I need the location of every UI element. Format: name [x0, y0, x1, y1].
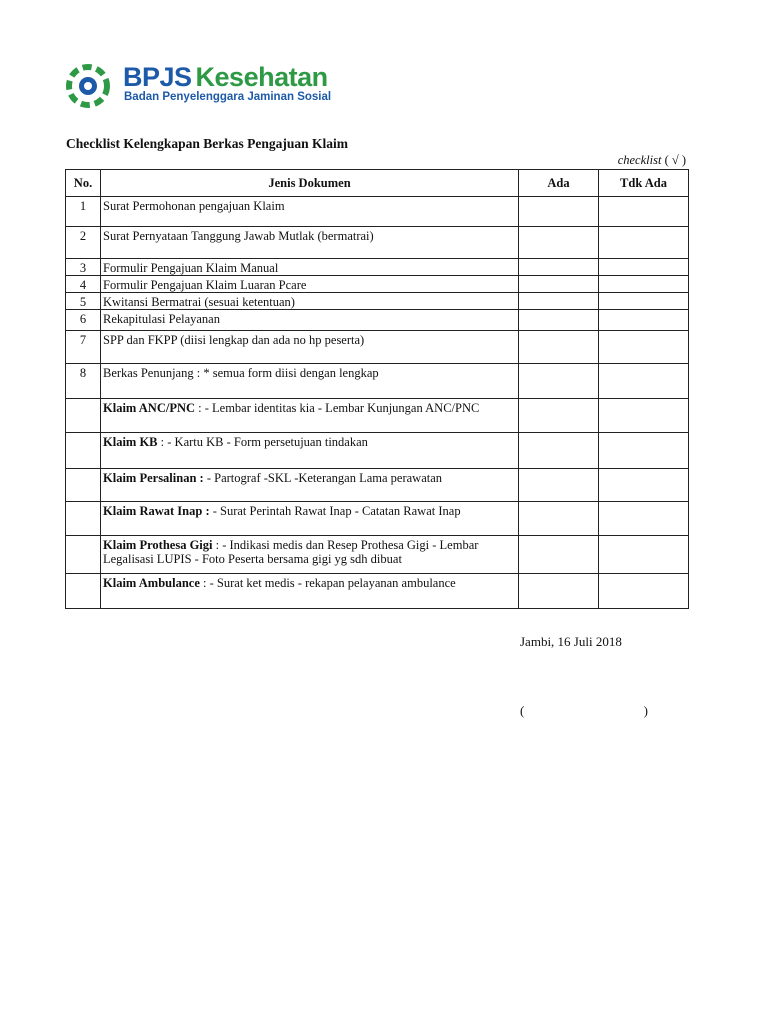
signature-line [520, 703, 648, 719]
table-row [66, 197, 689, 227]
place-date: Jambi, 16 Juli 2018 [520, 634, 622, 649]
row-number [66, 502, 101, 536]
checklist-note [618, 153, 686, 168]
row-document-text: Kwitansi Bermatrai (sesuai ketentuan) [103, 295, 295, 309]
row-document-text: : - Indikasi medis dan Resep Prothesa Gigi - Lembar Legalisasi LUPIS - Foto Peserta bersama gigi yg sdh dibuat [103, 538, 479, 566]
row-ada-cell[interactable] [519, 399, 599, 433]
row-ada-cell[interactable] [519, 259, 599, 276]
table-row [66, 259, 689, 276]
row-tdk-ada-cell[interactable] [599, 574, 689, 609]
row-document-text: : - Kartu KB - Form persetujuan tindakan [157, 435, 368, 449]
row-number [66, 399, 101, 433]
document-title: Checklist Kelengkapan Berkas Pengajuan Klaim [66, 136, 349, 151]
table-row [66, 399, 689, 433]
row-tdk-ada-cell[interactable] [599, 469, 689, 502]
row-document-text: Formulir Pengajuan Klaim Manual [103, 261, 279, 275]
table-row [66, 227, 689, 259]
row-number: 5 [66, 293, 101, 310]
row-ada-cell[interactable] [519, 227, 599, 259]
header-jenis-dokumen: Jenis Dokumen [101, 170, 519, 197]
row-ada-cell[interactable] [519, 197, 599, 227]
row-tdk-ada-cell[interactable] [599, 399, 689, 433]
row-document [101, 364, 519, 399]
row-document [101, 536, 519, 574]
row-ada-cell[interactable] [519, 536, 599, 574]
table-row [66, 364, 689, 399]
row-document-text: : - Lembar identitas kia - Lembar Kunjungan ANC/PNC [195, 401, 480, 415]
row-document-text: : - Surat ket medis - rekapan pelayanan ambulance [199, 576, 456, 590]
row-ada-cell[interactable] [519, 310, 599, 331]
row-ada-cell[interactable] [519, 469, 599, 502]
row-document [101, 197, 519, 227]
row-ada-cell[interactable] [519, 364, 599, 399]
row-document [101, 276, 519, 293]
header-no: No. [66, 170, 101, 197]
row-tdk-ada-cell[interactable] [599, 276, 689, 293]
bpjs-logo [66, 62, 332, 108]
checklist-note-symbol: ( √ ) [664, 153, 686, 167]
row-document [101, 293, 519, 310]
row-number [66, 433, 101, 469]
table-row [66, 293, 689, 310]
row-tdk-ada-cell[interactable] [599, 259, 689, 276]
row-tdk-ada-cell[interactable] [599, 502, 689, 536]
row-ada-cell[interactable] [519, 293, 599, 310]
row-tdk-ada-cell[interactable] [599, 331, 689, 364]
table-header-row [66, 170, 689, 197]
row-ada-cell[interactable] [519, 433, 599, 469]
row-number: 4 [66, 276, 101, 293]
row-document-category: Klaim Prothesa Gigi [103, 538, 213, 552]
table-row [66, 574, 689, 609]
row-number [66, 469, 101, 502]
signature-close: ) [643, 703, 648, 718]
row-tdk-ada-cell[interactable] [599, 227, 689, 259]
row-document-text: SPP dan FKPP (diisi lengkap dan ada no hp peserta) [103, 333, 365, 347]
row-document [101, 331, 519, 364]
row-document-category: Klaim KB [103, 435, 158, 449]
row-document-text: Rekapitulasi Pelayanan [103, 312, 220, 326]
row-document [101, 259, 519, 276]
row-number [66, 574, 101, 609]
row-number: 2 [66, 227, 101, 259]
table-row [66, 310, 689, 331]
checklist-table [65, 169, 689, 609]
row-number [66, 536, 101, 574]
table-row [66, 536, 689, 574]
row-document-category: Klaim Rawat Inap : [103, 504, 210, 518]
row-document [101, 310, 519, 331]
row-number: 3 [66, 259, 101, 276]
row-document-text: Surat Pernyataan Tanggung Jawab Mutlak (bermatrai) [103, 229, 374, 243]
row-ada-cell[interactable] [519, 331, 599, 364]
table-row [66, 276, 689, 293]
row-ada-cell[interactable] [519, 502, 599, 536]
table-row [66, 469, 689, 502]
checklist-note-word: checklist [617, 153, 662, 167]
header-ada: Ada [519, 170, 599, 197]
row-ada-cell[interactable] [519, 276, 599, 293]
row-document-text: Berkas Penunjang : * semua form diisi dengan lengkap [103, 366, 379, 380]
signature-open: ( [520, 703, 525, 718]
logo-subtitle: Badan Penyelenggara Jaminan Sosial [124, 91, 332, 103]
header-tdk-ada: Tdk Ada [599, 170, 689, 197]
row-document [101, 227, 519, 259]
row-document-text: - Partograf -SKL -Keterangan Lama perawatan [203, 471, 443, 485]
logo-brand-a: BPJS [123, 62, 192, 92]
logo-brand-name [123, 62, 328, 92]
row-document-text: - Surat Perintah Rawat Inap - Catatan Rawat Inap [209, 504, 461, 518]
row-number: 8 [66, 364, 101, 399]
bpjs-emblem-icon [66, 64, 110, 108]
row-tdk-ada-cell[interactable] [599, 364, 689, 399]
row-number: 1 [66, 197, 101, 227]
row-document [101, 399, 519, 433]
row-tdk-ada-cell[interactable] [599, 536, 689, 574]
table-row [66, 433, 689, 469]
row-number: 7 [66, 331, 101, 364]
table-row [66, 331, 689, 364]
row-tdk-ada-cell[interactable] [599, 293, 689, 310]
row-document-category: Klaim ANC/PNC [103, 401, 196, 415]
row-document-text: Surat Permohonan pengajuan Klaim [103, 199, 285, 213]
row-document [101, 502, 519, 536]
row-document-text: Formulir Pengajuan Klaim Luaran Pcare [103, 278, 307, 292]
row-ada-cell[interactable] [519, 574, 599, 609]
row-document [101, 574, 519, 609]
row-tdk-ada-cell[interactable] [599, 197, 689, 227]
table-row [66, 502, 689, 536]
row-document [101, 469, 519, 502]
row-document [101, 433, 519, 469]
logo-brand-b: Kesehatan [195, 62, 328, 92]
row-document-category: Klaim Persalinan : [103, 471, 204, 485]
row-tdk-ada-cell[interactable] [599, 433, 689, 469]
row-number: 6 [66, 310, 101, 331]
row-tdk-ada-cell[interactable] [599, 310, 689, 331]
row-document-category: Klaim Ambulance [103, 576, 200, 590]
